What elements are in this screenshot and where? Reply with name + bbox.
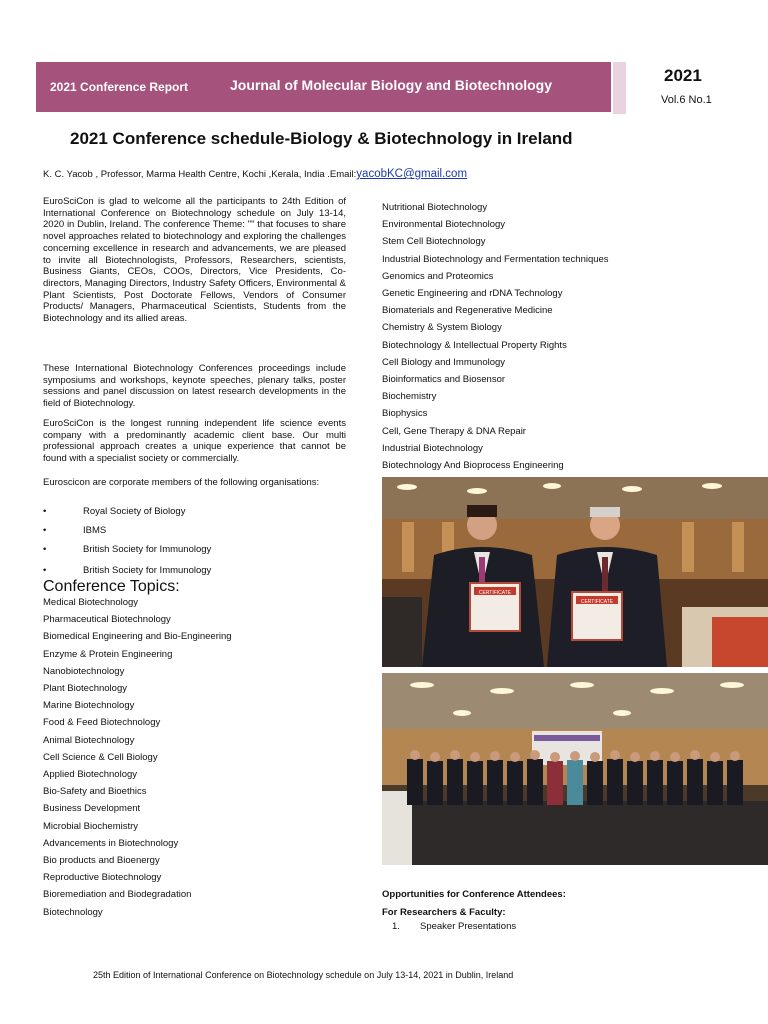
list-item: Business Development xyxy=(43,803,141,815)
certificate-label: CERTIFICATE xyxy=(580,599,614,605)
list-item: Microbial Biochemistry xyxy=(43,820,139,832)
author-text: K. C. Yacob , Professor, Marma Health Centre, Kochi ,Kerala, India .Email: xyxy=(43,169,357,180)
list-item: • Royal Society of Biology xyxy=(43,506,186,517)
list-item: Marine Biotechnology xyxy=(43,700,135,712)
issue-volume: Vol.6 No.1 xyxy=(661,94,712,106)
list-item: Bioremediation and Biodegradation xyxy=(43,889,192,901)
membership-paragraph: Euroscicon are corporate members of the following organisations: xyxy=(43,477,320,488)
list-item: Biomaterials and Regenerative Medicine xyxy=(382,305,553,317)
list-item: Biomedical Engineering and Bio-Engineering xyxy=(43,631,232,643)
topics-heading: Conference Topics: xyxy=(43,578,180,595)
opportunities-heading: Opportunities for Conference Attendees: xyxy=(382,889,566,900)
article-title: 2021 Conference schedule-Biology & Biotechnology in Ireland xyxy=(70,129,573,148)
list-item: Biotechnology & Intellectual Property Rights xyxy=(382,339,567,351)
list-item: Stem Cell Biotechnology xyxy=(382,236,486,248)
item-text: Speaker Presentations xyxy=(420,921,517,932)
list-item: Nutritional Biotechnology xyxy=(382,202,488,213)
list-item: Biotechnology xyxy=(43,906,103,918)
list-item: Industrial Biotechnology and Fermentation techniques xyxy=(382,253,609,265)
list-item: Food & Feed Biotechnology xyxy=(43,717,161,729)
certificate-label: CERTIFICATE xyxy=(478,590,512,596)
list-item: Cell Biology and Immunology xyxy=(382,356,506,368)
list-item: • British Society for Immunology xyxy=(43,544,212,555)
list-item: Cell Science & Cell Biology xyxy=(43,751,158,763)
list-item: Medical Biotechnology xyxy=(43,597,139,608)
banner-report-label: 2021 Conference Report xyxy=(50,80,189,94)
journal-name: Journal of Molecular Biology and Biotechnology xyxy=(230,77,553,93)
list-item: • IBMS xyxy=(43,525,107,536)
banner-accent-bar xyxy=(613,62,626,114)
group-photo xyxy=(382,673,768,865)
topics-list-right xyxy=(382,199,609,474)
list-item: Bioinformatics and Biosensor xyxy=(382,374,506,386)
proceedings-paragraph: These International Biotechnology Conferences proceedings include symposiums and workshops, keynote speeches, plenary talks, poster sessions and panel discussion on latest research developments in the field of Biotechnology. xyxy=(43,363,346,410)
list-item: Environmental Biotechnology xyxy=(382,219,506,231)
list-item: Bio products and Bioenergy xyxy=(43,855,160,867)
list-item: Biochemistry xyxy=(382,391,437,403)
list-item: Biophysics xyxy=(382,408,428,420)
header-banner xyxy=(36,62,611,112)
list-item: Reproductive Biotechnology xyxy=(43,872,162,884)
company-paragraph: EuroSciCon is the longest running independent life science events company with a predominantly academic client base. Our multi professional approach creates a unique experience that cannot be found with a specialist society or commercially. xyxy=(43,418,346,465)
list-item: Applied Biotechnology xyxy=(43,769,138,781)
intro-paragraph: EuroSciCon is glad to welcome all the participants to 24th Edition of International Conference on Biotechnology schedule on July 13-14, 2020 in Dublin, Ireland. The conference Theme: "" that focuses to share novel approaches related to biotechnology and exploring the challenges concerning excellence in research and advancements, we are pleased to invite all Biotechnologists, Professors, Researchers, scientists, Business Giants, CEOs, COOs, Directors, Vice Presidents, Co-directors, Managing Directors, Industry Safety Officers, Environmental & Plant Scientists, Post Doctorate Fellows, Vendors of Consumer Products/ Managers, Pharmaceutical Scientists, Students from the Biotechnology and its allied areas. xyxy=(43,196,346,325)
list-item: Pharmaceutical Biotechnology xyxy=(43,614,171,626)
author-line xyxy=(43,168,467,180)
list-item: Cell, Gene Therapy & DNA Repair xyxy=(382,425,526,437)
list-item: Chemistry & System Biology xyxy=(382,322,502,334)
topics-list-left xyxy=(43,594,232,921)
list-item: Biotechnology And Bioprocess Engineering xyxy=(382,460,564,472)
list-item: Animal Biotechnology xyxy=(43,734,135,746)
opportunities-section xyxy=(382,886,566,921)
list-item: • British Society for Immunology xyxy=(43,565,212,576)
list-item: Enzyme & Protein Engineering xyxy=(43,648,173,660)
list-item: Plant Biotechnology xyxy=(43,683,127,695)
list-item: Industrial Biotechnology xyxy=(382,442,483,454)
list-item: Genomics and Proteomics xyxy=(382,270,494,282)
issue-year: 2021 xyxy=(664,66,702,85)
researchers-heading: For Researchers & Faculty: xyxy=(382,906,506,918)
list-item: Nanobiotechnology xyxy=(43,665,125,677)
organisations-list xyxy=(43,506,343,584)
item-number: 1. xyxy=(392,921,400,932)
list-item: Genetic Engineering and rDNA Technology xyxy=(382,288,563,300)
certificate-photo xyxy=(382,477,768,667)
list-item: Bio-Safety and Bioethics xyxy=(43,786,147,798)
author-email-link[interactable]: yacobKC@gmail.com xyxy=(356,168,468,180)
page-footer: 25th Edition of International Conference on Biotechnology schedule on July 13-14, 2021 in Dublin, Ireland xyxy=(93,970,514,980)
list-item: Advancements in Biotechnology xyxy=(43,837,179,849)
